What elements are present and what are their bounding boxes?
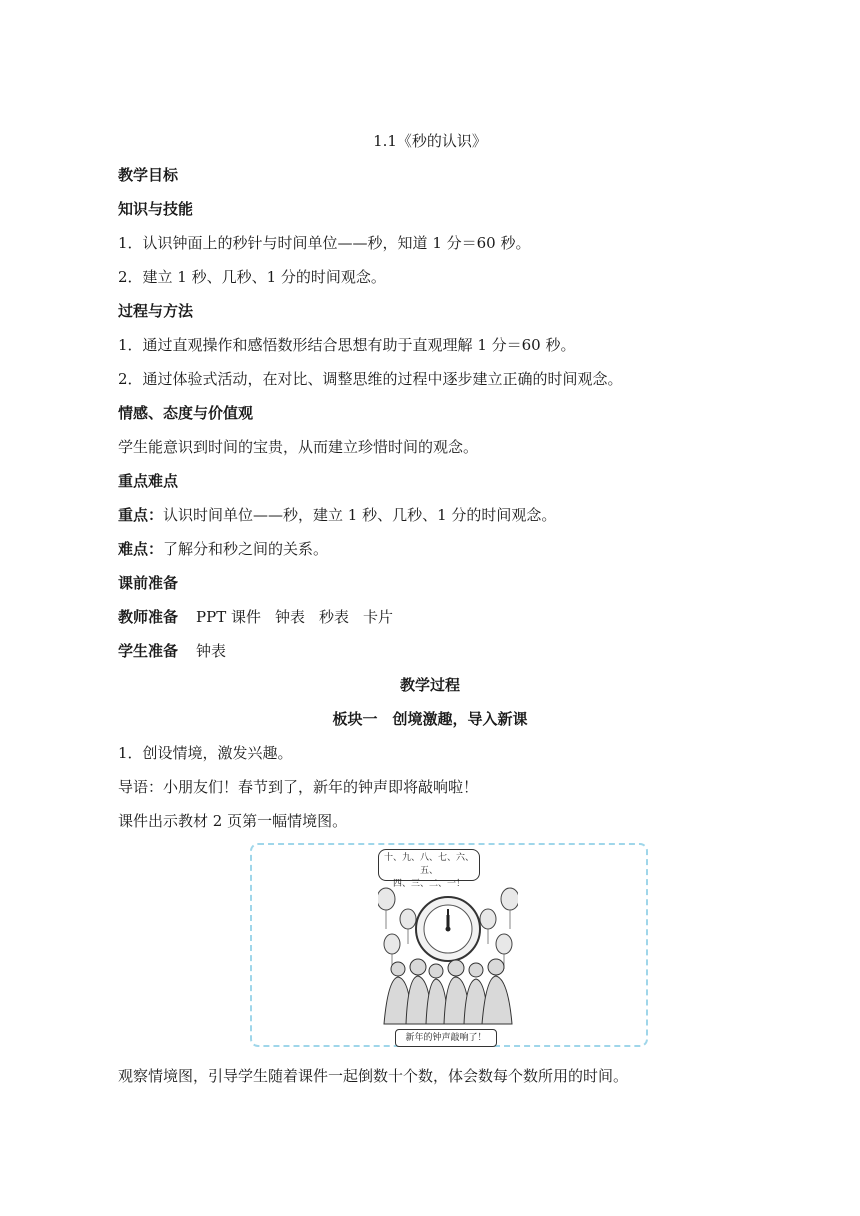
teacher-prep-item: 卡片 [363, 608, 394, 626]
teacher-prep-item: PPT 课件 [196, 608, 261, 626]
student-prep-item: 钟表 [196, 642, 227, 660]
teacher-prep-line [118, 607, 407, 627]
process-item-1: 1．通过直观操作和感悟数形结合思想有助于直观理解 1 分＝60 秒。 [118, 336, 576, 354]
after-figure-text: 观察情境图，引导学生随着课件一起倒数十个数，体会数每个数所用的时间。 [118, 1067, 629, 1085]
focus-text: 认识时间单位——秒，建立 1 秒、几秒、1 分的时间观念。 [163, 506, 557, 524]
process-line-2: 导语：小朋友们！春节到了，新年的钟声即将敲响啦！ [118, 778, 479, 796]
emotion-text: 学生能意识到时间的宝贵，从而建立珍惜时间的观念。 [118, 438, 479, 456]
student-prep-label: 学生准备 [118, 642, 179, 660]
process-line-3: 课件出示教材 2 页第一幅情境图。 [118, 812, 348, 830]
figure-caption: 新年的钟声敲响了！ [395, 1029, 497, 1047]
situation-figure [250, 843, 648, 1047]
student-prep-line [118, 641, 240, 661]
knowledge-heading: 知识与技能 [118, 200, 194, 218]
focus-label: 重点： [118, 506, 164, 524]
page-title: 1.1《秒的认识》 [373, 132, 487, 150]
bubble-line-2: 四、三、二、一！ [392, 879, 465, 889]
block1-heading: 板块一 创境激趣，导入新课 [332, 710, 528, 728]
difficulty-text: 了解分和秒之间的关系。 [163, 540, 329, 558]
teacher-prep-item: 钟表 [274, 608, 305, 626]
difficulty-line [118, 539, 328, 559]
focus-line [118, 505, 556, 525]
countdown-speech-bubble [378, 849, 480, 889]
bubble-line-1: 十、九、八、七、六、五、 [383, 853, 474, 876]
teacher-prep-label: 教师准备 [118, 608, 179, 626]
process-section-heading: 教学过程 [399, 676, 460, 694]
emotion-heading: 情感、态度与价值观 [118, 404, 254, 422]
knowledge-item-1: 1．认识钟面上的秒针与时间单位——秒，知道 1 分＝60 秒。 [118, 234, 531, 252]
process-line-1: 1．创设情境，激发兴趣。 [118, 744, 293, 762]
difficulty-label: 难点： [118, 540, 164, 558]
process-method-heading: 过程与方法 [118, 302, 194, 320]
teacher-prep-item: 秒表 [319, 608, 350, 626]
knowledge-item-2: 2．建立 1 秒、几秒、1 分的时间观念。 [118, 268, 386, 286]
key-points-heading: 重点难点 [118, 472, 179, 490]
goals-heading: 教学目标 [118, 166, 179, 184]
process-item-2: 2．通过体验式活动，在对比、调整思维的过程中逐步建立正确的时间观念。 [118, 370, 623, 388]
preparation-heading: 课前准备 [118, 574, 179, 592]
